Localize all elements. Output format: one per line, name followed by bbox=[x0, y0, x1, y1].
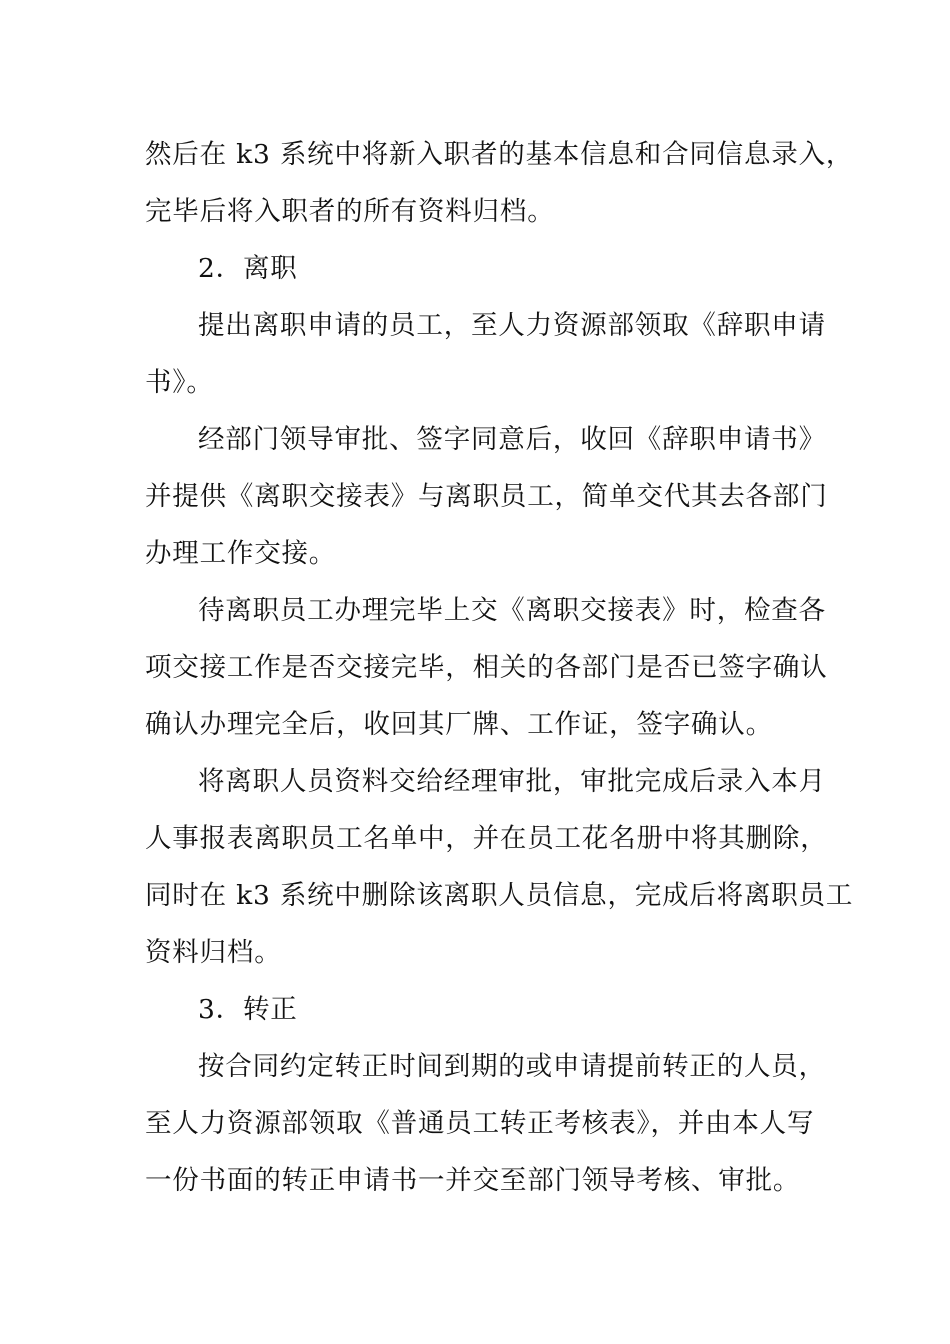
paragraph-first-line: 将离职人员资料交给经理审批，审批完成后录入本月 bbox=[198, 766, 826, 797]
paragraph-line: 确认办理完全后，收回其厂牌、工作证，签字确认。 bbox=[145, 709, 773, 740]
paragraph-line: 资料归档。 bbox=[145, 937, 282, 968]
paragraph-first-line: 按合同约定转正时间到期的或申请提前转正的人员， bbox=[198, 1051, 826, 1082]
paragraph-line: 完毕后将入职者的所有资料归档。 bbox=[145, 196, 555, 227]
paragraph-first-line: 3．转正 bbox=[198, 994, 298, 1025]
paragraph-line: 办理工作交接。 bbox=[145, 538, 337, 569]
paragraph-line: 人事报表离职员工名单中，并在员工花名册中将其删除， bbox=[145, 823, 828, 854]
paragraph-first-line: 2．离职 bbox=[198, 253, 298, 284]
paragraph-line: 至人力资源部领取《普通员工转正考核表》，并由本人写 bbox=[145, 1108, 815, 1139]
document-body bbox=[145, 126, 854, 1209]
paragraph-first-line: 待离职员工办理完毕上交《离职交接表》时，检查各 bbox=[198, 595, 826, 626]
paragraph-line: 然后在 k3 系统中将新入职者的基本信息和合同信息录入， bbox=[145, 139, 854, 170]
paragraph-line: 书》。 bbox=[145, 367, 214, 398]
paragraph-line: 同时在 k3 系统中删除该离职人员信息，完成后将离职员工 bbox=[145, 880, 854, 911]
paragraph-first-line: 提出离职申请的员工，至人力资源部领取《辞职申请 bbox=[198, 310, 826, 341]
paragraph-first-line: 经部门领导审批、签字同意后，收回《辞职申请书》 bbox=[198, 424, 826, 455]
paragraph-line: 项交接工作是否交接完毕，相关的各部门是否已签字确认 bbox=[145, 652, 828, 683]
paragraph-line: 并提供《离职交接表》与离职员工，简单交代其去各部门 bbox=[145, 481, 828, 512]
paragraph-line: 一份书面的转正申请书一并交至部门领导考核、审批。 bbox=[145, 1165, 801, 1196]
